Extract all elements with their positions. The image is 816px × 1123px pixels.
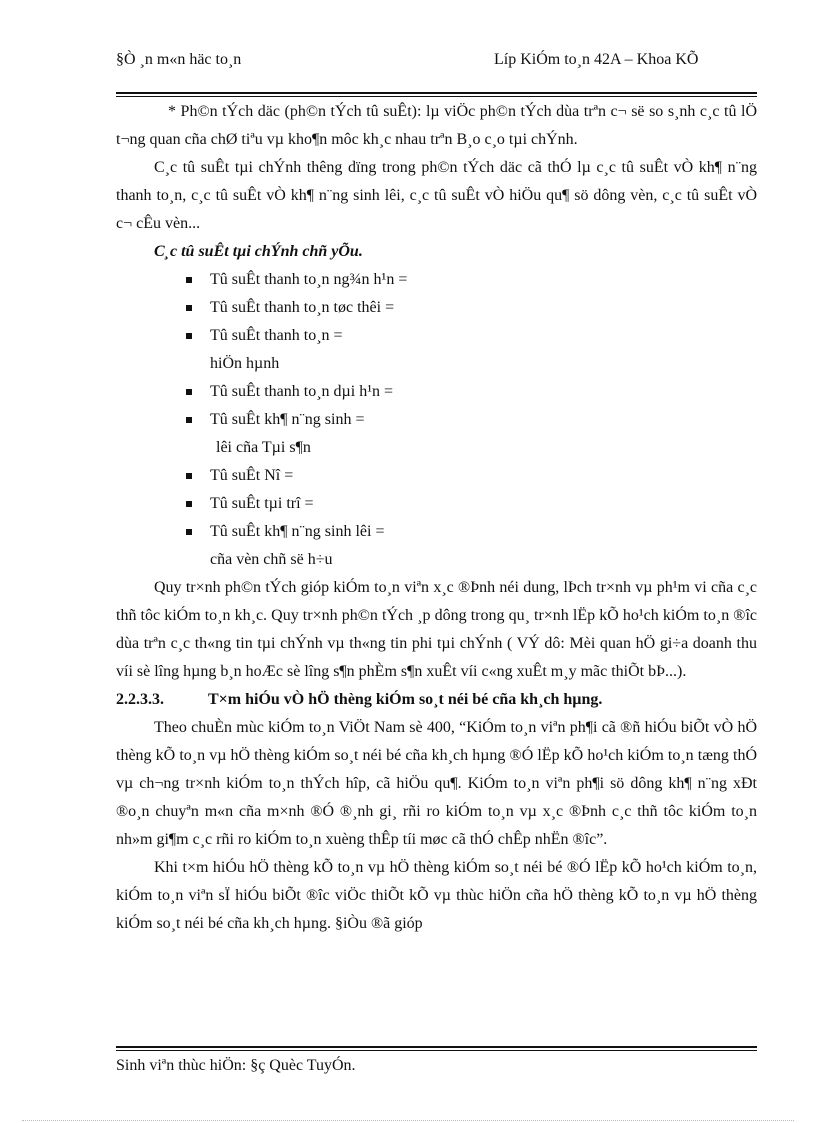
list-item-text: Tû suÊt tµi trî = (210, 495, 314, 512)
list-item-continuation: cña vèn chñ së h÷u (210, 551, 333, 568)
bullet-icon (186, 473, 192, 479)
ratio-list (116, 266, 757, 574)
list-item-text: Tû suÊt thanh to¸n dµi h¹n = (210, 383, 394, 400)
list-item-text: Tû suÊt Nî = (210, 467, 294, 484)
paragraph-ratio-types: C¸c tû suÊt tµi chÝnh thêng dïng trong ph©n tÝch däc cã thÓ lµ c¸c tû suÊt vÒ kh¶ n¨ng thanh to¸n, c¸c tû suÊt vÒ kh¶ n¨ng sinh lêi, c¸c tû suÊt vÒ hiÖu qu¶ sö dông vèn, c¸c tû suÊt vÒ c¬ cÊu vèn... (116, 159, 757, 232)
list-item (186, 322, 757, 378)
footer-rule-thick (116, 1046, 757, 1048)
page-bottom-border (22, 1120, 794, 1121)
section-title: T×m hiÓu vÒ hÖ thèng kiÓm so¸t néi bé cña kh¸ch hµng. (208, 691, 603, 708)
list-item-text: Tû suÊt kh¶ n¨ng sinh lêi = (210, 523, 385, 540)
list-item (186, 266, 757, 294)
header-left: §Ò ¸n m«n häc to¸n (116, 51, 242, 68)
header-right: Líp KiÓm to¸n 42A – Khoa KÕ (494, 51, 699, 68)
bullet-icon (186, 417, 192, 423)
paragraph-vertical-analysis: * Ph©n tÝch däc (ph©n tÝch tû suÊt): lµ viÖc ph©n tÝch dùa trªn c¬ së so s¸nh c¸c tû lÖ t¬ng quan cña chØ tiªu vµ kho¶n môc kh¸c nhau trªn B¸o c¸o tµi chÝnh. (116, 103, 757, 148)
header-rule-thick (116, 92, 757, 94)
list-item (186, 490, 757, 518)
list-item-continuation: lêi cña Tµi s¶n (216, 439, 311, 456)
list-item-continuation: hiÖn hµnh (210, 355, 280, 372)
footer-rule-thin (116, 1050, 757, 1051)
bullet-icon (186, 501, 192, 507)
list-item (186, 406, 757, 462)
list-item-text: Tû suÊt thanh to¸n ng¾n h¹n = (210, 271, 408, 288)
list-item (186, 518, 757, 574)
list-item-text: Tû suÊt thanh to¸n tøc thêi = (210, 299, 395, 316)
list-item (186, 378, 757, 406)
bullet-icon (186, 333, 192, 339)
paragraph-internal-control: Khi t×m hiÓu hÖ thèng kÕ to¸n vµ hÖ thèng kiÓm so¸t néi bé ®Ó lËp kÕ ho¹ch kiÓm to¸n, kiÓm to¸n viªn sÏ hiÓu biÕt ®îc viÖc thiÕt kÕ vµ thùc hiÖn cña hÖ thèng kÕ to¸n vµ hÖ thèng kiÓm so¸t néi bé cña kh¸ch hµng. §iÒu ®ã gióp (116, 859, 757, 932)
paragraph-analytical-procedures: Quy tr×nh ph©n tÝch gióp kiÓm to¸n viªn x¸c ®Þnh néi dung, lÞch tr×nh vµ ph¹m vi cña c¸c thñ tôc kiÓm to¸n kh¸c. Quy tr×nh ph©n tÝch ¸p dông trong qu¸ tr×nh lËp kÕ ho¹ch kiÓm to¸n ®îc dùa trªn c¸c th«ng tin tµi chÝnh vµ th«ng tin phi tµi chÝnh ( VÝ dô: Mèi quan hÖ gi÷a doanh thu víi sè lîng hµng b¸n hoÆc sè lîng s¶n phÈm s¶n xuÊt víi c«ng xuÊt m¸y mãc thiÕt bÞ...). (116, 579, 757, 680)
subheading-main-ratios: C¸c tû suÊt tµi chÝnh chñ yÕu. (154, 243, 363, 260)
list-item (186, 294, 757, 322)
bullet-icon (186, 389, 192, 395)
list-item-text: Tû suÊt thanh to¸n = (210, 327, 343, 344)
footer-text: Sinh viªn thùc hiÖn: §ç Quèc TuyÓn. (116, 1057, 356, 1074)
list-item (186, 462, 757, 490)
section-heading (116, 686, 757, 714)
bullet-icon (186, 277, 192, 283)
paragraph-standard-400: Theo chuÈn mùc kiÓm to¸n ViÖt Nam sè 400, “KiÓm to¸n viªn ph¶i cã ®ñ hiÓu biÕt vÒ hÖ thèng kÕ to¸n vµ hÖ thèng kiÓm so¸t néi bé cña kh¸ch hµng ®Ó lËp kÕ ho¹ch kiÓm to¸n tæng thÓ vµ ch¬ng tr×nh kiÓm to¸n thÝch hîp, cã hiÖu qu¶. KiÓm to¸n viªn ph¶i sö dông kh¶ n¨ng xÐt ®o¸n chuyªn m«n cña m×nh ®Ó ®¸nh gi¸ rñi ro kiÓm to¸n vµ x¸c ®Þnh c¸c thñ tôc kiÓm to¸n nh»m gi¶m c¸c rñi ro kiÓm to¸n xuèng thÊp tíi møc cã thÓ chÊp nhËn ®îc”. (116, 719, 757, 848)
bullet-icon (186, 305, 192, 311)
document-body (116, 98, 757, 938)
list-item-text: Tû suÊt kh¶ n¨ng sinh = (210, 411, 365, 428)
section-number: 2.2.3.3. (116, 691, 164, 708)
bullet-icon (186, 529, 192, 535)
header-rule-thin (116, 96, 757, 97)
